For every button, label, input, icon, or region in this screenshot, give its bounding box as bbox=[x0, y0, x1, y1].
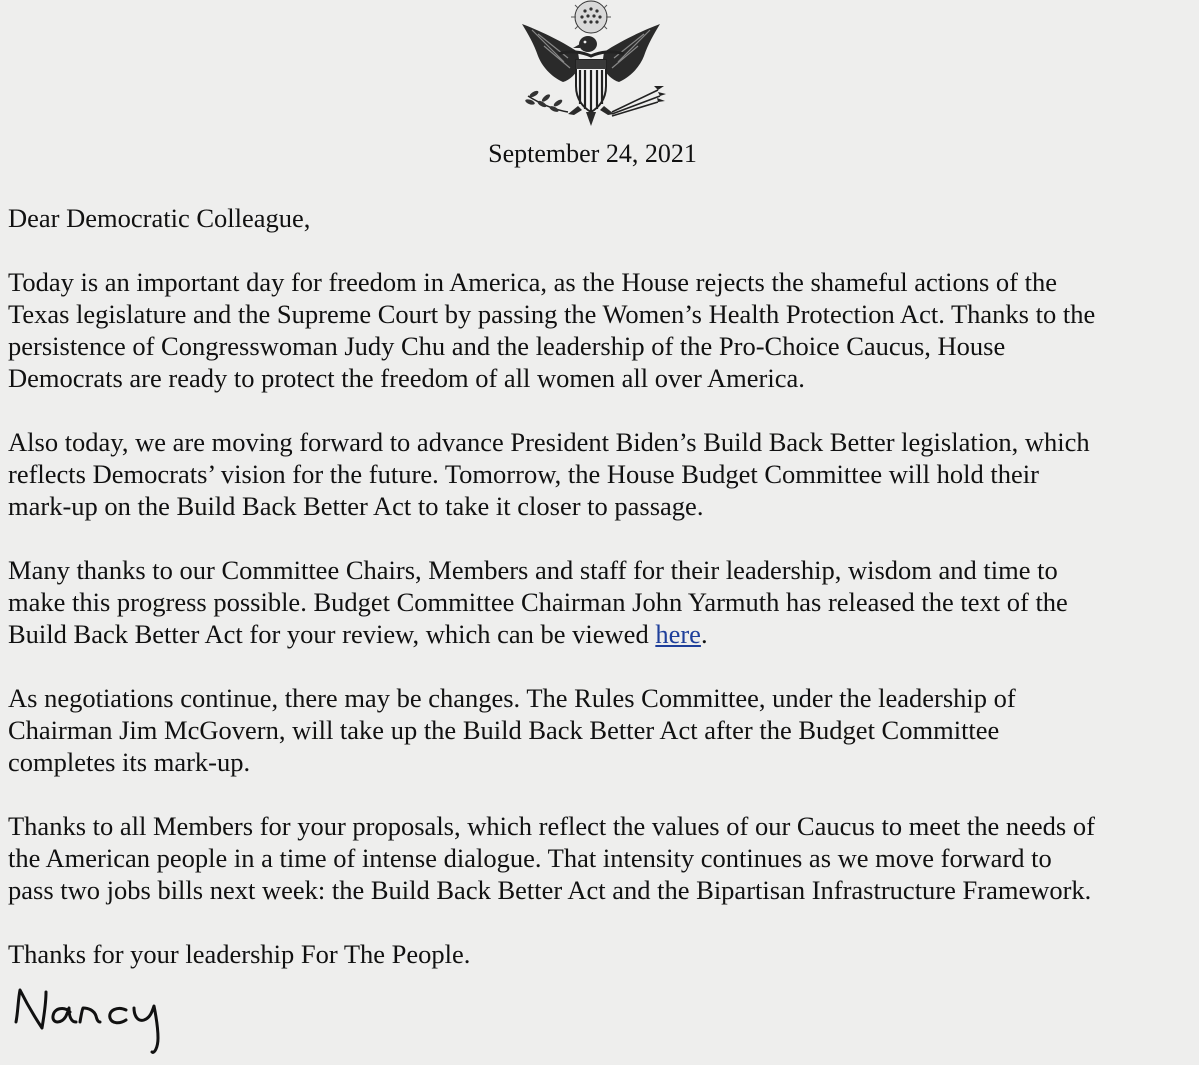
paragraph-line: persistence of Congresswoman Judy Chu and the leadership of the Pro-Choice Caucus, House bbox=[8, 331, 1006, 361]
paragraph-line: Many thanks to our Committee Chairs, Members and staff for their leadership, wisdom and time to bbox=[8, 555, 1058, 585]
closing: Thanks for your leadership For The People. bbox=[8, 939, 471, 969]
paragraph-3 bbox=[8, 554, 1193, 650]
letter-date: September 24, 2021 bbox=[488, 139, 697, 168]
signature-handwritten bbox=[8, 972, 208, 1062]
paragraph-line: Chairman Jim McGovern, will take up the Build Back Better Act after the Budget Committee bbox=[8, 715, 1000, 745]
paragraph-line: Today is an important day for freedom in America, as the House rejects the shameful actions of the bbox=[8, 267, 1057, 297]
paragraph-line-text: . bbox=[700, 619, 708, 649]
paragraph-line: Texas legislature and the Supreme Court by passing the Women’s Health Protection Act. Thanks to the bbox=[8, 299, 1096, 329]
paragraph-line: reflects Democrats’ vision for the future. Tomorrow, the House Budget Committee will hold their bbox=[8, 459, 1039, 489]
paragraph-1 bbox=[8, 266, 1193, 394]
paragraph-line: make this progress possible. Budget Committee Chairman John Yarmuth has released the text of the bbox=[8, 587, 1068, 617]
paragraph-line: Also today, we are moving forward to advance President Biden’s Build Back Better legislation, which bbox=[8, 427, 1090, 457]
paragraph-line: the American people in a time of intense dialogue. That intensity continues as we move forward to bbox=[8, 843, 1052, 873]
paragraph-line: completes its mark-up. bbox=[8, 747, 251, 777]
letter-body bbox=[8, 202, 1193, 1002]
paragraph-line: pass two jobs bills next week: the Build Back Better Act and the Bipartisan Infrastructure Framework. bbox=[8, 875, 1092, 905]
paragraph-line-text: Build Back Better Act for your review, which can be viewed bbox=[8, 619, 656, 649]
paragraph-5 bbox=[8, 810, 1193, 906]
paragraph-line: Thanks to all Members for your proposals, which reflect the values of our Caucus to meet the needs of bbox=[8, 811, 1095, 841]
salutation: Dear Democratic Colleague, bbox=[8, 203, 311, 233]
paragraph-4 bbox=[8, 682, 1193, 778]
paragraph-line: mark-up on the Build Back Better Act to take it closer to passage. bbox=[8, 491, 704, 521]
eagle-seal-icon bbox=[508, 0, 674, 132]
paragraph-2 bbox=[8, 426, 1193, 522]
here-link[interactable]: here bbox=[655, 619, 701, 649]
paragraph-line: Democrats are ready to protect the freedom of all women all over America. bbox=[8, 363, 805, 393]
paragraph-line bbox=[8, 618, 1193, 650]
paragraph-line: As negotiations continue, there may be changes. The Rules Committee, under the leadership of bbox=[8, 683, 1016, 713]
